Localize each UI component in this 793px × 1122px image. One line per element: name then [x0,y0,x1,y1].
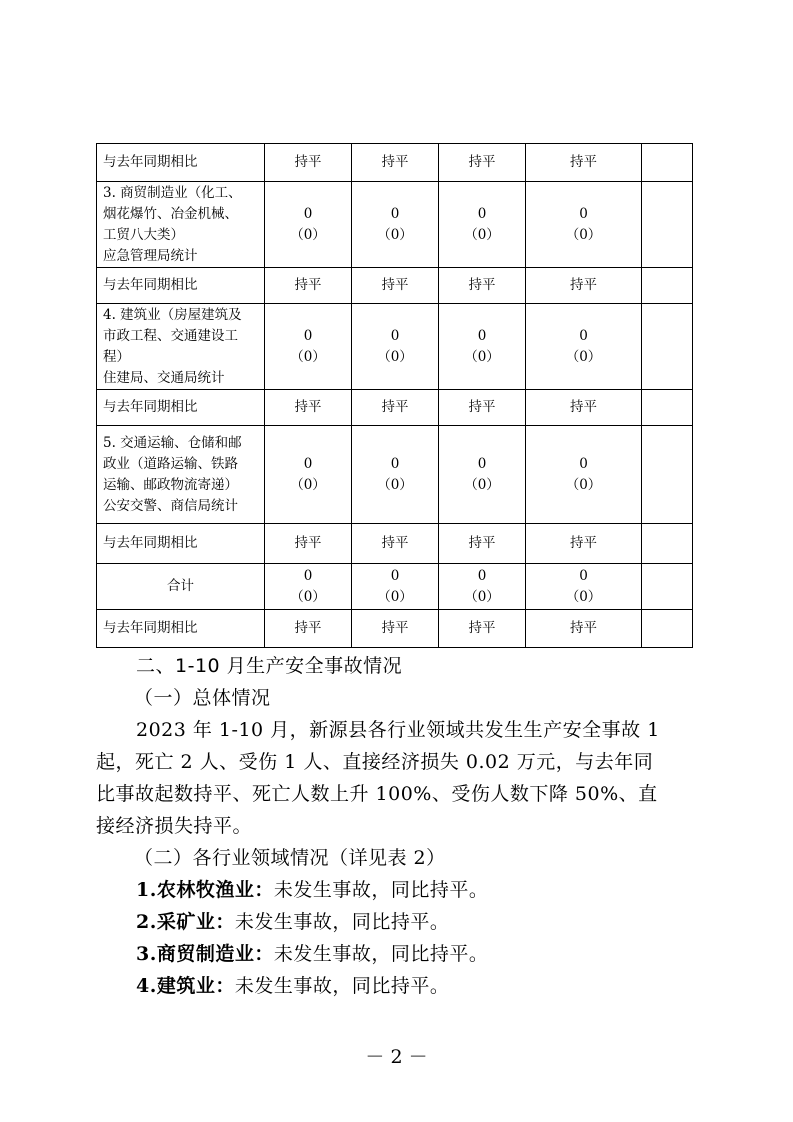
cell-prev-value: （0） [464,476,500,493]
cell-prev-value: （0） [464,588,500,605]
cell-value: 0 [303,455,313,472]
table-cell: 持平 [352,144,439,182]
cell-prev-value: （0） [565,476,602,493]
table-cell [265,426,352,524]
item-text: 未发生事故，同比持平。 [234,975,450,997]
table-row [97,390,693,426]
row-label-line: 应急管理局统计 [103,247,198,264]
cell-value: 0 [390,205,400,222]
table-cell [642,564,693,610]
row-label-line: 市政工程、交通建设工 [103,327,238,344]
table-cell [439,304,526,390]
row-label: 与去年同期相比 [97,390,265,426]
table-cell [265,564,352,610]
table-cell: 持平 [526,268,642,304]
overall-paragraph [96,714,696,842]
table-cell: 持平 [352,268,439,304]
cell-prev-value: （0） [290,348,326,365]
list-item [96,970,696,1002]
row-label-line: 3. 商贸制造业（化工、 [103,184,242,201]
table-cell [352,182,439,268]
cell-prev-value: （0） [565,226,602,243]
cell-value: 0 [303,327,313,344]
table-cell: 持平 [265,144,352,182]
item-text: 未发生事故，同比持平。 [273,879,489,901]
cell-prev-value: （0） [377,588,413,605]
cell-value: 0 [390,455,400,472]
row-label-line: 政业（道路运输、铁路 [103,455,238,472]
row-label [97,182,265,268]
table-cell: 持平 [439,610,526,648]
table-cell [526,182,642,268]
row-label: 与去年同期相比 [97,610,265,648]
cell-value: 0 [579,205,588,222]
cell-value: 0 [579,567,588,584]
table-cell [642,182,693,268]
table-cell [526,304,642,390]
table-cell [642,268,693,304]
paragraph-line: 2023 年 1-10 月，新源县各行业领域共发生生产安全事故 1 [136,719,660,741]
table-cell: 持平 [526,144,642,182]
cell-value: 0 [303,567,313,584]
cell-value: 0 [390,567,400,584]
cell-value: 0 [303,205,313,222]
cell-prev-value: （0） [565,588,602,605]
table-cell: 持平 [526,524,642,564]
table-cell: 持平 [439,144,526,182]
table-cell [642,610,693,648]
list-item [96,874,696,906]
table-cell [642,304,693,390]
cell-prev-value: （0） [377,348,413,365]
cell-prev-value: （0） [290,226,326,243]
table-cell [439,182,526,268]
cell-prev-value: （0） [464,226,500,243]
paragraph-line: 比事故起数持平、死亡人数上升 100%、受伤人数下降 50%、直 [96,783,658,805]
cell-prev-value: （0） [464,348,500,365]
table-cell: 持平 [352,390,439,426]
row-label-line: 5. 交通运输、仓储和邮 [103,434,242,451]
table-cell: 持平 [352,524,439,564]
table-row [97,426,693,524]
table-cell: 持平 [265,268,352,304]
table-cell [352,426,439,524]
cell-prev-value: （0） [290,588,326,605]
table-cell: 持平 [265,390,352,426]
cell-value: 0 [579,455,588,472]
table-cell [526,426,642,524]
item-text: 未发生事故，同比持平。 [234,911,450,933]
row-label: 与去年同期相比 [97,268,265,304]
table-row [97,268,693,304]
row-label [97,304,265,390]
paragraph-line: 接经济损失持平。 [96,815,253,837]
table-row [97,304,693,390]
cell-value: 0 [477,205,487,222]
cell-value: 0 [579,327,588,344]
row-label-line: 住建局、交通局统计 [103,369,225,386]
subsection-heading-overall: （一）总体情况 [134,687,271,709]
cell-value: 0 [390,327,400,344]
table-cell [352,564,439,610]
row-label-line: 公安交警、商信局统计 [103,497,238,514]
table-cell: 持平 [439,268,526,304]
row-label-line: 工贸八大类） [103,226,184,243]
statistics-table [96,143,693,648]
table-cell: 持平 [439,390,526,426]
table-cell: 持平 [265,524,352,564]
section-heading: 二、1-10 月生产安全事故情况 [136,655,403,677]
cell-prev-value: （0） [290,476,326,493]
row-label [97,426,265,524]
section-body [96,650,696,1002]
row-label: 与去年同期相比 [97,524,265,564]
row-label-line: 烟花爆竹、冶金机械、 [103,205,238,222]
table-cell: 持平 [439,524,526,564]
item-title: 3.商贸制造业： [136,943,274,965]
item-title: 4.建筑业： [136,975,235,997]
table-cell [352,304,439,390]
table-cell [439,426,526,524]
item-title: 2.采矿业： [136,911,235,933]
table-cell: 持平 [526,390,642,426]
list-item [96,938,696,970]
table-cell [265,182,352,268]
row-label-line: 运输、邮政物流寄递） [103,476,238,493]
total-label: 合计 [97,564,265,610]
page-number: － 2 － [365,1046,428,1068]
table-cell [642,144,693,182]
table-cell [642,524,693,564]
cell-value: 0 [477,327,487,344]
table-cell [265,304,352,390]
item-title: 1.农林牧渔业： [136,879,274,901]
table-cell [526,564,642,610]
row-label-line: 程） [103,348,130,365]
row-label: 与去年同期相比 [97,144,265,182]
table-row [97,182,693,268]
table-cell [642,426,693,524]
list-item [96,906,696,938]
cell-value: 0 [477,567,487,584]
table-cell [642,390,693,426]
item-text: 未发生事故，同比持平。 [273,943,489,965]
subsection-heading-industries: （二）各行业领域情况（详见表 2） [134,847,446,869]
cell-value: 0 [477,455,487,472]
table-row [97,524,693,564]
table-cell: 持平 [265,610,352,648]
table-row [97,144,693,182]
cell-prev-value: （0） [565,348,602,365]
cell-prev-value: （0） [377,226,413,243]
table-row [97,610,693,648]
table-cell: 持平 [352,610,439,648]
table-cell [439,564,526,610]
paragraph-line: 起，死亡 2 人、受伤 1 人、直接经济损失 0.02 万元，与去年同 [96,751,654,773]
cell-prev-value: （0） [377,476,413,493]
table-cell: 持平 [526,610,642,648]
table-row [97,564,693,610]
row-label-line: 4. 建筑业（房屋建筑及 [103,306,242,323]
